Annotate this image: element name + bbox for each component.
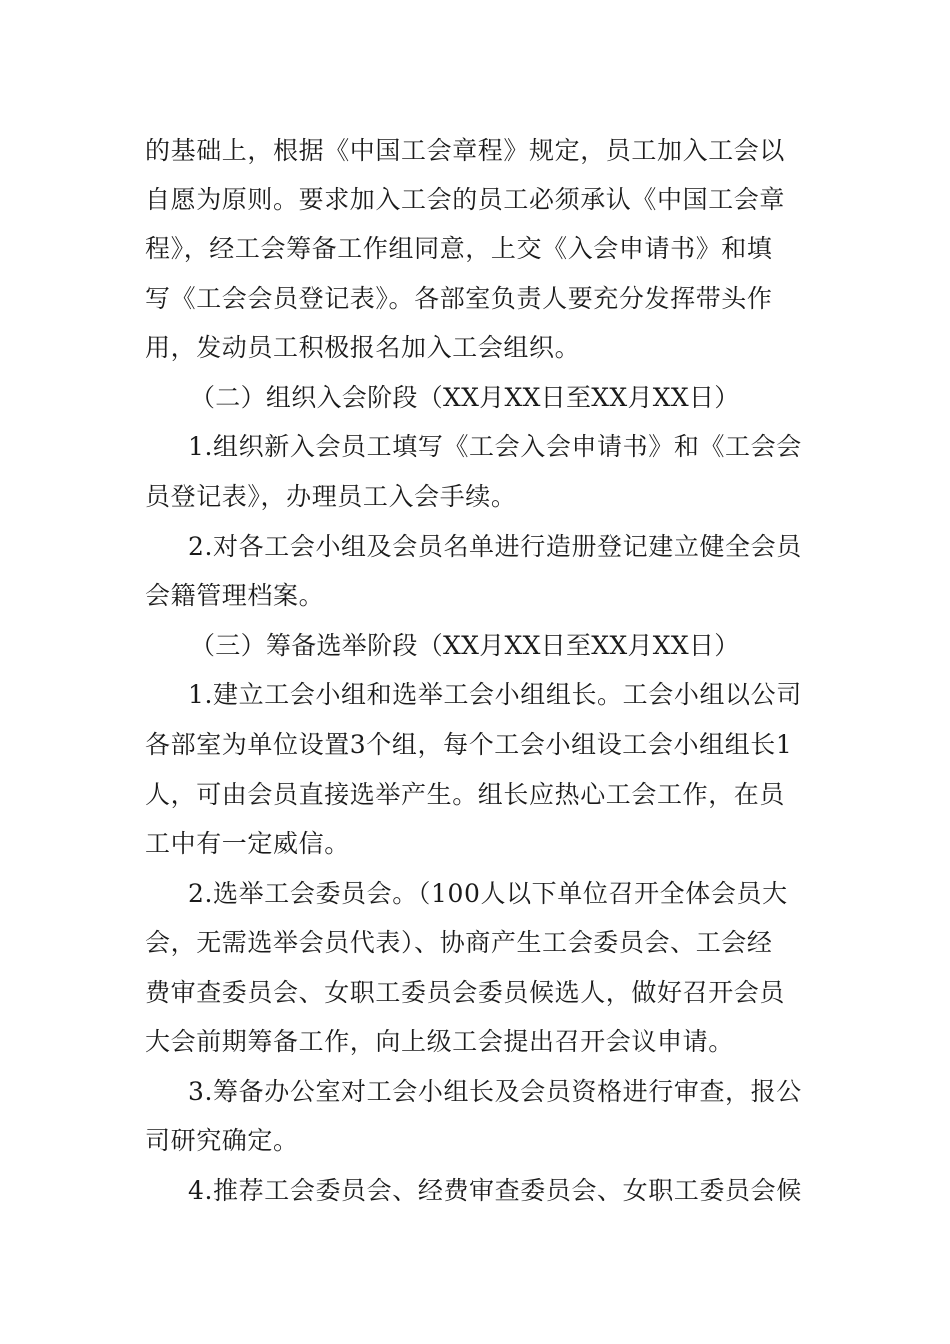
list-item-line: 2.选举工会委员会。（100人以下单位召开全体会员大 [188, 879, 788, 908]
paragraph-line: 写《工会会员登记表》。各部室负责人要充分发挥带头作 [145, 284, 773, 313]
paragraph-line: 各部室为单位设置3个组，每个工会小组设工会小组组长1 [145, 730, 793, 759]
paragraph-line: 司研究确定。 [145, 1126, 299, 1155]
section-heading: （二）组织入会阶段（XX月XX日至XX月XX日） [190, 383, 740, 412]
paragraph-line: 会籍管理档案。 [145, 581, 325, 610]
section-heading: （三）筹备选举阶段（XX月XX日至XX月XX日） [190, 631, 740, 660]
list-item-line: 1.建立工会小组和选举工会小组组长。工会小组以公司 [188, 680, 802, 709]
paragraph-line: 会，无需选举会员代表）、协商产生工会委员会、工会经 [145, 928, 773, 957]
paragraph-line: 的基础上，根据《中国工会章程》规定，员工加入工会以 [145, 136, 786, 165]
list-item-line: 4.推荐工会委员会、经费审查委员会、女职工委员会候 [188, 1176, 802, 1205]
list-item-line: 1.组织新入会员工填写《工会入会申请书》和《工会会 [188, 432, 802, 461]
paragraph-line: 程》，经工会筹备工作组同意，上交《入会申请书》和填 [145, 234, 773, 263]
paragraph-line: 用，发动员工积极报名加入工会组织。 [145, 333, 581, 362]
list-item-line: 3.筹备办公室对工会小组长及会员资格进行审查，报公 [188, 1077, 802, 1106]
paragraph-line: 人，可由会员直接选举产生。组长应热心工会工作，在员 [145, 780, 786, 809]
paragraph-line: 工中有一定威信。 [145, 829, 350, 858]
paragraph-line: 大会前期筹备工作，向上级工会提出召开会议申请。 [145, 1027, 734, 1056]
paragraph-line: 费审查委员会、女职工委员会委员候选人，做好召开会员 [145, 978, 786, 1007]
paragraph-line: 自愿为原则。要求加入工会的员工必须承认《中国工会章 [145, 185, 786, 214]
list-item-line: 2.对各工会小组及会员名单进行造册登记建立健全会员 [188, 532, 802, 561]
paragraph-line: 员登记表》，办理员工入会手续。 [145, 482, 517, 511]
